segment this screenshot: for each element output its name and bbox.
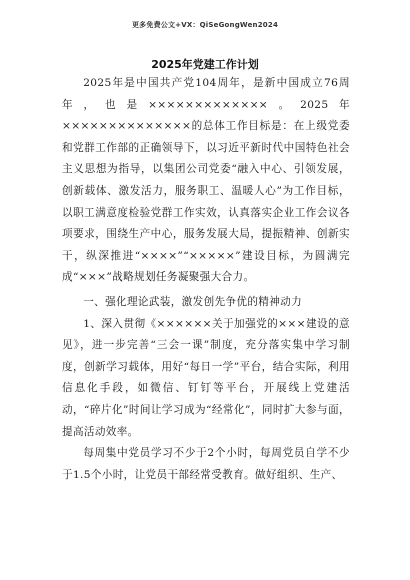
document-title: 2025年党建工作计划 [151,58,259,71]
item-paragraph-2: 每周集中党员学习不少于2个小时，每周党员自学不少于1.5个小时，让党员干部经常受教育。做好组织、生产、 [62,447,350,481]
document-body [62,73,350,486]
intro-paragraph: 2025年是中国共产党104周年，是新中国成立76周年，也是×××××××××××××。2025年××××××××××××××的总体工作目标是：在上级党委和党群工作部的正确领导下，以习近平新时代中国特色社会主义思想为指导，以集团公司党委“融入中心、引领发展，创新载体、激发活力，服务职工、温暖人心”为工作目标，以职工满意度检验党群工作实效，认真落实企业工作会议各项要求，围绕生产中心，服务发展大局，提振精神、创新实干，纵深推进“××××”“×××××”建设目标，为圆满完成“×××”战略规划任务凝聚强大合力。 [62,77,350,284]
header-note: 更多免费公文+VX：QiSeGongWen2024 [131,21,279,29]
item-paragraph-1: 1、深入贯彻《××××××关于加强党的×××建设的意见》，进一步完善“三会一课”制度，充分落实集中学习制度，创新学习载体，用好“每日一学”平台，结合实际，利用信息化手段，如微信、钉钉等平台，开展线上党建活动，“碎片化”时间让学习成为“经常化”，同时扩大参与面，提高活动效率。 [62,317,350,438]
section-heading: 一、强化理论武装，激发创先争优的精神动力 [83,295,303,308]
